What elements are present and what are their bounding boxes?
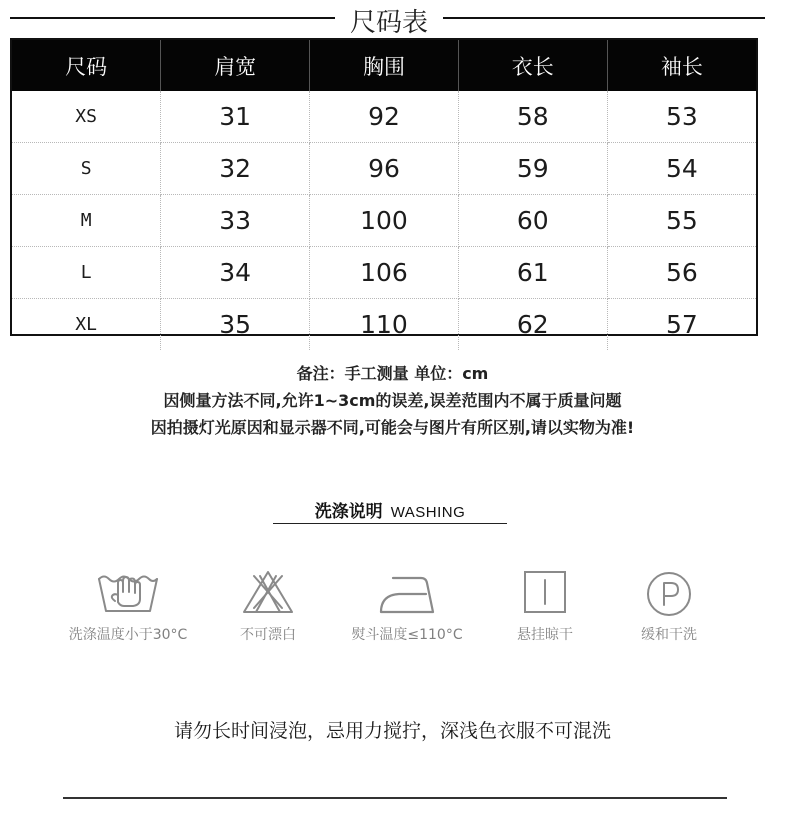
cell-sleeve: 57 xyxy=(665,310,698,339)
care-label-no-bleach: 不可漂白 xyxy=(240,627,296,643)
note-line-color-disclaimer: 因拍摄灯光原因和显示器不同,可能会与图片有所区别,请以实物为准! xyxy=(150,418,635,437)
cell-chest: 100 xyxy=(310,195,459,247)
cell-chest: 110 xyxy=(310,299,459,351)
title-divider-right xyxy=(443,17,765,19)
cell-chest: 96 xyxy=(310,143,459,195)
measurement-notes xyxy=(0,360,785,441)
column-header-size: 尺码 xyxy=(12,40,161,91)
cell-length: 62 xyxy=(458,299,607,351)
title-divider-left xyxy=(10,17,335,19)
table-header-row xyxy=(12,40,756,91)
iron-icon xyxy=(375,568,439,616)
cell-sleeve: 56 xyxy=(607,247,756,299)
care-label-hand-wash: 洗涤温度小于30°C xyxy=(68,627,188,643)
cell-size: XS xyxy=(12,91,161,143)
table-row xyxy=(12,195,756,247)
column-header-sleeve: 袖长 xyxy=(607,40,756,91)
cell-length: 61 xyxy=(458,247,607,299)
size-chart-title-row xyxy=(10,0,765,38)
no-bleach-icon xyxy=(236,568,300,616)
table-row xyxy=(12,91,756,143)
washing-section-title xyxy=(273,497,507,524)
table-row xyxy=(12,299,756,351)
cell-shoulder: 34 xyxy=(161,247,310,299)
care-item-hand-wash xyxy=(48,568,208,644)
cell-sleeve: 55 xyxy=(607,195,756,247)
cell-size: XL xyxy=(12,299,161,351)
cell-chest: 106 xyxy=(310,247,459,299)
washing-title-zh: 洗涤说明 xyxy=(314,502,383,522)
dry-clean-icon xyxy=(637,568,701,616)
cell-shoulder: 35 xyxy=(161,299,310,351)
hang-dry-icon xyxy=(513,568,577,616)
washing-title-en: WASHING xyxy=(390,504,466,521)
cell-length: 59 xyxy=(458,143,607,195)
page-title: 尺码表 xyxy=(349,8,428,38)
table-row xyxy=(12,143,756,195)
cell-shoulder: 31 xyxy=(161,91,310,143)
column-header-shoulder: 肩宽 xyxy=(161,40,310,91)
column-header-chest: 胸围 xyxy=(310,40,459,91)
note-line-tolerance: 因侧量方法不同,允许1~3cm的误差,误差范围内不属于质量问题 xyxy=(163,391,622,410)
cell-sleeve: 53 xyxy=(607,91,756,143)
cell-shoulder: 33 xyxy=(161,195,310,247)
cell-length: 60 xyxy=(458,195,607,247)
cell-chest: 92 xyxy=(310,91,459,143)
care-label-hang-dry: 悬挂晾干 xyxy=(517,627,573,643)
note-line-unit: 备注：手工测量 单位：cm xyxy=(296,364,489,383)
cell-size: L xyxy=(12,247,161,299)
column-header-length: 衣长 xyxy=(458,40,607,91)
cell-size: M xyxy=(12,195,161,247)
washing-warning: 请勿长时间浸泡，忌用力搅拧，深浅色衣服不可混洗 xyxy=(173,720,611,742)
care-label-dry-clean: 缓和干洗 xyxy=(641,627,697,643)
cell-size: S xyxy=(12,143,161,195)
bottom-divider xyxy=(63,797,727,799)
care-item-no-bleach xyxy=(188,568,348,644)
cell-shoulder: 32 xyxy=(161,143,310,195)
care-item-iron xyxy=(327,568,487,644)
cell-sleeve: 54 xyxy=(607,143,756,195)
table-row xyxy=(12,247,756,299)
cell-length: 58 xyxy=(458,91,607,143)
care-label-iron: 熨斗温度≤110°C xyxy=(351,627,463,643)
size-table xyxy=(10,38,758,339)
care-item-dry-clean xyxy=(589,568,749,644)
hand-wash-icon xyxy=(96,568,160,616)
